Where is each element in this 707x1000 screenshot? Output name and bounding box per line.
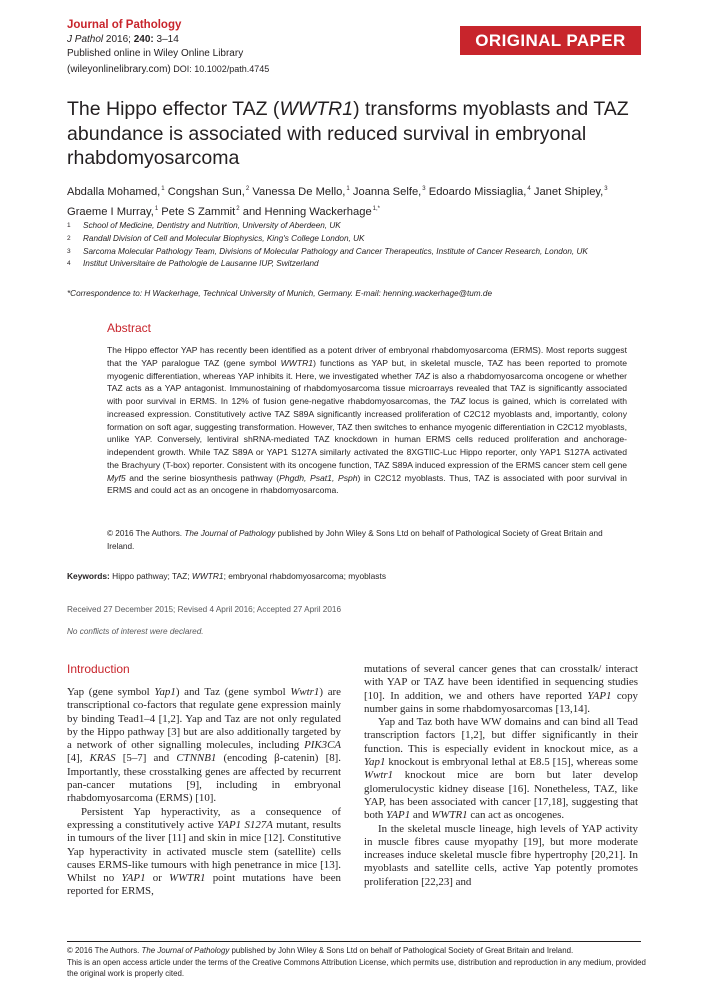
body-column-left — [67, 686, 341, 899]
publisher-line: Published online in Wiley Online Library — [67, 48, 244, 59]
journal-name: Journal of Pathology — [67, 19, 182, 31]
author: Congshan Sun,$^2$ — [167, 186, 250, 198]
title-part-1: The Hippo effector TAZ ( — [67, 98, 280, 120]
citation-journal: J Pathol — [67, 33, 104, 45]
paragraph: Persistent Yap hyperactivity, as a consequence of expressing a constitutively active YAP1 S127A mutant, results in tumours of the liver [11] and skin in mice [12]. Constitutive Yap hyperactivity in activated muscle stem (satellite) cells causes ERMS-like tumours with high penetrance in mice [13]. Whilst no YAP1 or WWTR1 point mutations have been reported for ERMS, — [67, 805, 341, 898]
citation-year: 2016; — [103, 33, 134, 45]
conflicts-statement: No conflicts of interest were declared. — [67, 627, 204, 636]
title-part-2: ) transforms myoblasts and TAZ abundance is associated with reduced survival in embryonal rhabdomyosarcoma — [67, 98, 629, 169]
doi-link[interactable]: DOI: 10.1002/path.4745 — [170, 63, 270, 74]
author: Joanna Selfe,$^3$ — [352, 186, 426, 198]
author: and Henning Wackerhage$^{1,*}$ — [242, 206, 381, 218]
abstract-body: The Hippo effector YAP has recently been identified as a potent driver of embryonal rhabdomyosarcoma (ERMS). Most reports suggest that the YAP paralogue TAZ (gene symbol WWTR1) functions as YAP but, in skeletal muscle, TAZ has been reported to promote myogenic differentiation, whereas YAP inhibits it. Here, we investigated whether TAZ is also a rhabdomyosarcoma oncogene or whether TAZ acts as a YAP antagonist. Immunostaining of rhabdomyosarcoma tissue microarrays revealed that TAZ is significantly associated with poor survival in ERMS. In 12% of fusion gene-negative rhabdomyosarcomas, the TAZ locus is gained, which is correlated with increased expression. Constitutively active TAZ S89A significantly increased proliferation of C2C12 myoblasts and, importantly, colony formation on soft agar, suggesting transformation. However, TAZ then switches to enhance myogenic differentiation in C2C12 myoblasts, unlike YAP. Conversely, lentiviral shRNA-mediated TAZ knockdown in human ERMS cells reduced proliferation and anchorage-independent growth. While TAZ S89A or YAP1 S127A similarly activated the 8XGTIIC-Luc Hippo reporter, only YAP1 S127A activated the Brachyury (T-box) reporter. Consistent with its oncogene function, TAZ S89A induced expression of the ERMS cancer stem cell gene Myf5 and the serine biosynthesis pathway (Phgdh, Psat1, Psph) in C2C12 myoblasts. Thus, TAZ is associated with poor survival in ERMS and could act as an oncogene in rhabdomyosarcoma. — [107, 345, 627, 496]
paragraph: Yap (gene symbol Yap1) and Taz (gene symbol Wwtr1) are transcriptional co-factors that regulate gene expression mainly by binding Tead1–4 [1,2]. Yap and Taz are not only regulated by the Hippo pathway [3] but are also additionally targeted by a network of other signalling molecules, including PIK3CA [4], KRAS [5–7] and CTNNB1 (encoding β-catenin) [8]. Importantly, these crosstalking genes are affected by recurrent pan-cancer mutations [9], including in embryonal rhabdomyosarcoma (ERMS) [10]. — [67, 686, 341, 805]
affiliation: 3 Sarcoma Molecular Pathology Team, Divisions of Molecular Pathology and Cancer Therapeutics, Institute of Cancer Research, London, UK — [67, 246, 588, 256]
website-link[interactable]: (wileyonlinelibrary.com) — [67, 63, 171, 75]
author: Pete S Zammit$^2$ — [161, 206, 240, 218]
footer-license: © 2016 The Authors. The Journal of Pathology published by John Wiley & Sons Ltd on behalf of Pathological Society of Great Britain and Ireland. This is an open access article under the terms of the Creative Commons Attribution License, which permits use, distribution and reproduction in any medium, provided the original work is properly cited. — [67, 946, 646, 978]
title-gene: WWTR1 — [279, 98, 354, 120]
citation-line — [67, 33, 269, 48]
affiliations — [67, 220, 647, 271]
abstract-heading: Abstract — [107, 321, 152, 335]
author: Vanessa De Mello,$^1$ — [252, 186, 350, 198]
abstract-copyright: © 2016 The Authors. The Journal of Pathology published by John Wiley & Sons Ltd on behalf of Pathological Society of Great Britain and Ireland. — [107, 529, 603, 551]
article-dates: Received 27 December 2015; Revised 4 April 2016; Accepted 27 April 2016 — [67, 605, 341, 614]
introduction-heading: Introduction — [67, 662, 130, 676]
author: Edoardo Missiaglia,$^4$ — [428, 186, 531, 198]
article-type-badge: ORIGINAL PAPER — [460, 26, 641, 55]
author: Graeme I Murray,$^1$ — [67, 206, 159, 218]
paragraph: mutations of several cancer genes that can crosstalk/ interact with YAP or TAZ have been identified in sequencing studies [10]. In addition, we and others have reported YAP1 copy number gains in some rhabdomyosarcomas [13,14]. — [364, 663, 638, 715]
article-title — [67, 97, 637, 171]
masthead — [67, 18, 269, 77]
affiliation: 1 School of Medicine, Dentistry and Nutrition, University of Aberdeen, UK — [67, 221, 341, 230]
citation-pages: 3–14 — [153, 33, 179, 45]
affiliation: 4 Institut Universitaire de Pathologie de Lausanne IUP, Switzerland — [67, 259, 319, 269]
keywords: Keywords: Hippo pathway; TAZ; WWTR1; embryonal rhabdomyosarcoma; myoblasts — [67, 571, 387, 581]
correspondence: *Correspondence to: H Wackerhage, Technical University of Munich, Germany. E-mail: henning.wackerhage@tum.de — [67, 289, 493, 298]
footer-divider — [67, 941, 641, 942]
citation-volume: 240: — [133, 33, 154, 45]
paragraph: In the skeletal muscle lineage, high levels of YAP activity in muscle fibres cause myopathy [19], but more moderate increases induce skeletal muscle fibre hypertrophy [20,21]. In myoblasts and satellite cells, active Yap potently promotes proliferation [22,23] and — [364, 822, 638, 888]
affiliation: 2 Randall Division of Cell and Molecular Biophysics, King's College London, UK — [67, 233, 365, 243]
author: Abdalla Mohamed,$^1$ — [67, 186, 165, 198]
author: Janet Shipley,$^3$ — [533, 186, 608, 198]
paragraph: Yap and Taz both have WW domains and can bind all Tead transcription factors [1,2], but differ significantly in their function. This is especially evident in knockout mice, as a Yap1 knockout is embryonal lethal at E8.5 [15], whereas some Wwtr1 knockout mice are born but later develop glomerulocystic kidney disease [16]. Nonetheless, TAZ, like YAP, has been associated with cancer [17,18], suggesting that both YAP1 and WWTR1 can act as oncogenes. — [364, 716, 638, 822]
body-column-right — [364, 663, 638, 889]
author-list — [67, 181, 637, 221]
website-line — [67, 62, 269, 78]
